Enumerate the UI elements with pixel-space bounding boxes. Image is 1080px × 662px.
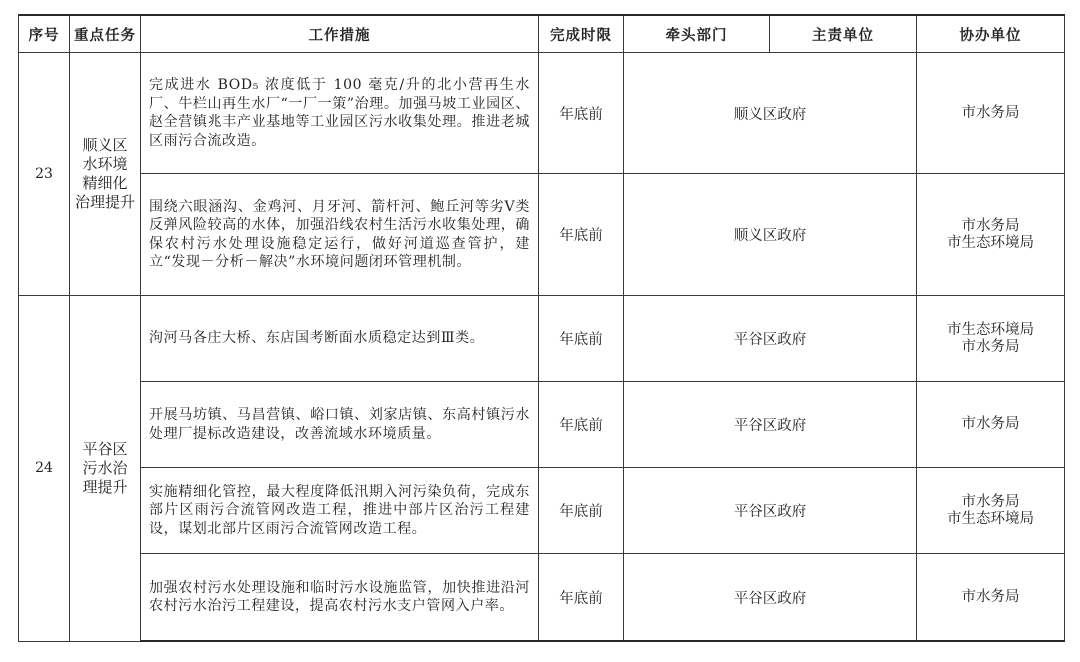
measure-cell: 泃河马各庄大桥、东店国考断面水质稳定达到Ⅲ类。 bbox=[141, 296, 539, 382]
assist-unit-line: 市生态环境局 bbox=[947, 510, 1034, 527]
table-row bbox=[19, 468, 1065, 554]
deadline-cell: 年底前 bbox=[539, 554, 624, 642]
deadline-cell: 年底前 bbox=[539, 53, 624, 174]
table-row bbox=[19, 296, 1065, 382]
col-header-task: 重点任务 bbox=[70, 15, 141, 53]
table-row bbox=[19, 174, 1065, 296]
assist-unit-cell bbox=[917, 468, 1065, 554]
col-header-measure: 工作措施 bbox=[141, 15, 539, 53]
table-row bbox=[19, 554, 1065, 642]
deadline-cell: 年底前 bbox=[539, 382, 624, 468]
assist-unit-line: 市水务局 bbox=[961, 217, 1020, 234]
key-task-line: 理提升 bbox=[82, 477, 128, 496]
lead-unit-cell: 平谷区政府 bbox=[624, 468, 917, 554]
measure-cell: 实施精细化管控，最大程度降低汛期入河污染负荷，完成东部片区雨污合流管网改造工程，推进中部片区治污工程建设，谋划北部片区雨污合流管网改造工程。 bbox=[141, 468, 539, 554]
assist-unit-cell bbox=[917, 382, 1065, 468]
key-task-cell bbox=[70, 53, 141, 296]
assist-unit-line: 市水务局 bbox=[961, 416, 1020, 432]
row-number: 24 bbox=[19, 296, 70, 642]
assist-unit-cell bbox=[917, 53, 1065, 174]
assist-unit-line: 市生态环境局 bbox=[947, 321, 1034, 338]
assist-unit-cell bbox=[917, 296, 1065, 382]
lead-unit-cell: 顺义区政府 bbox=[624, 174, 917, 296]
key-task-cell bbox=[70, 296, 141, 642]
key-task-line: 水环境 bbox=[82, 155, 128, 173]
measure-cell: 围绕六眼涵沟、金鸡河、月牙河、箭杆河、鲍丘河等劣Ⅴ类反弹风险较高的水体，加强沿线农村生活污水收集处理，确保农村污水处理设施稳定运行，做好河道巡查管护，建立“发现－分析－解决”水环境问题闭环管理机制。 bbox=[141, 174, 539, 296]
assist-unit-line: 市水务局 bbox=[961, 493, 1020, 510]
assist-unit-line: 市水务局 bbox=[961, 338, 1020, 355]
assist-unit-line: 市水务局 bbox=[961, 104, 1020, 121]
col-header-assist: 协办单位 bbox=[917, 15, 1065, 53]
key-task-line: 污水治 bbox=[82, 458, 128, 477]
assist-unit-cell bbox=[917, 174, 1065, 296]
key-task-line: 顺义区 bbox=[82, 136, 128, 154]
header-row bbox=[19, 15, 1065, 53]
lead-unit-cell: 平谷区政府 bbox=[624, 382, 917, 468]
lead-unit-cell: 平谷区政府 bbox=[624, 554, 917, 642]
key-task-line: 治理提升 bbox=[74, 193, 135, 211]
key-task-line: 平谷区 bbox=[82, 439, 128, 458]
lead-unit-cell: 顺义区政府 bbox=[624, 53, 917, 174]
table-row bbox=[19, 382, 1065, 468]
col-header-deadline: 完成时限 bbox=[539, 15, 624, 53]
deadline-cell: 年底前 bbox=[539, 468, 624, 554]
measure-cell: 完成进水 BOD₅ 浓度低于 100 毫克/升的北小营再生水厂、牛栏山再生水厂“一厂一策”治理。加强马坡工业园区、赵全营镇兆丰产业基地等工业园区污水收集处理。推进老城区雨污合流改造。 bbox=[141, 53, 539, 174]
document-page bbox=[18, 14, 1064, 642]
key-task-line: 精细化 bbox=[82, 174, 128, 192]
lead-unit-cell: 平谷区政府 bbox=[624, 296, 917, 382]
col-header-no: 序号 bbox=[19, 15, 70, 53]
deadline-cell: 年底前 bbox=[539, 296, 624, 382]
assist-unit-line: 市水务局 bbox=[961, 588, 1020, 605]
col-header-main-unit: 主责单位 bbox=[770, 15, 917, 53]
assist-unit-line: 市生态环境局 bbox=[947, 234, 1034, 251]
measure-cell: 加强农村污水处理设施和临时污水设施监管，加快推进沿河农村污水治污工程建设，提高农村污水支户管网入户率。 bbox=[141, 554, 539, 642]
table-row bbox=[19, 53, 1065, 174]
col-header-lead-dept: 牵头部门 bbox=[624, 15, 770, 53]
deadline-cell: 年底前 bbox=[539, 174, 624, 296]
assist-unit-cell bbox=[917, 554, 1065, 642]
measure-cell: 开展马坊镇、马昌营镇、峪口镇、刘家店镇、东高村镇污水处理厂提标改造建设，改善流域水环境质量。 bbox=[141, 382, 539, 468]
task-table bbox=[18, 14, 1065, 642]
row-number: 23 bbox=[19, 53, 70, 296]
